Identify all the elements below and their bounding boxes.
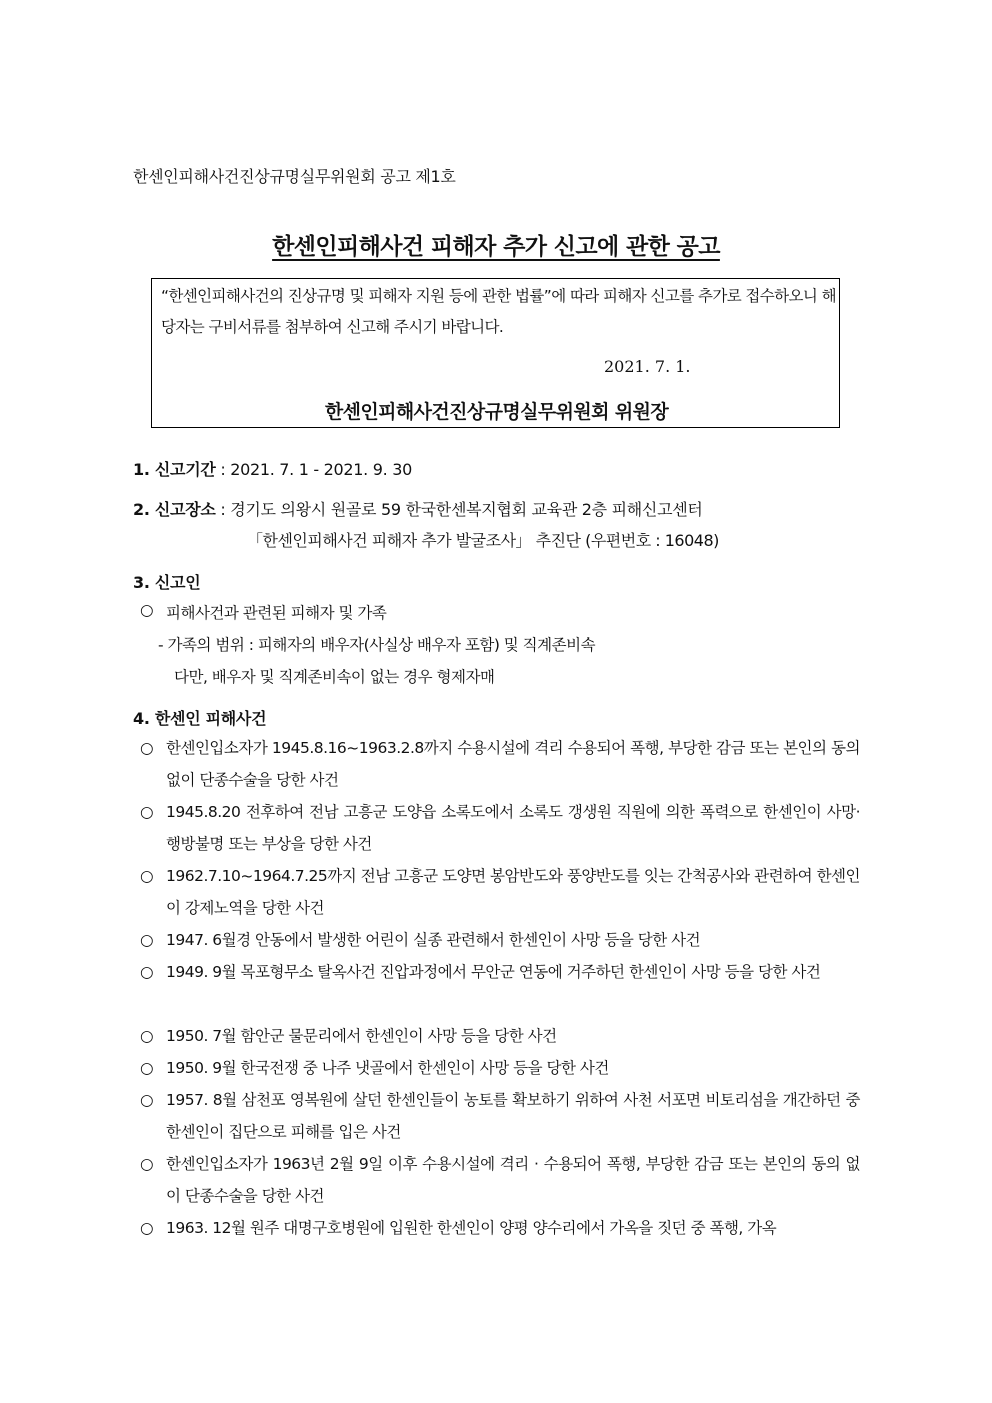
incident-item <box>140 732 860 796</box>
incident-text: 1947. 6월경 안동에서 발생한 어린이 실종 관련해서 한센인이 사망 등을 당한 사건 <box>166 931 701 949</box>
incident-text: 1950. 7월 함안군 물문리에서 한센인이 사망 등을 당한 사건 <box>166 1027 557 1045</box>
section-period-label: 1. 신고기간 <box>133 460 216 479</box>
notice-box <box>151 278 840 428</box>
notice-body: “한센인피해사건의 진상규명 및 피해자 지원 등에 관한 법률”에 따라 피해자 신고를 추가로 접수하오니 해당자는 구비서류를 첨부하여 신고해 주시기 바랍니다. <box>161 287 836 336</box>
incident-item <box>140 1212 860 1244</box>
section-reporter-label: 3. 신고인 <box>133 573 201 592</box>
incident-bullet: ○ <box>140 1091 154 1109</box>
incident-text: 한센인입소자가 1945.8.16~1963.2.8까지 수용시설에 격리 수용되어 폭행, 부당한 감금 또는 본인의 동의 없이 단종수술을 당한 사건 <box>166 739 860 789</box>
incident-item <box>140 1052 860 1084</box>
section-period-value: : 2021. 7. 1 - 2021. 9. 30 <box>220 460 412 479</box>
incident-bullet: ○ <box>140 931 154 949</box>
incident-item <box>140 796 860 860</box>
incident-bullet: ○ <box>140 963 154 981</box>
incident-item <box>140 1020 860 1052</box>
reporter-line-2: - 가족의 범위 : 피해자의 배우자(사실상 배우자 포함) 및 직계존비속 <box>158 636 596 654</box>
incident-bullet: ○ <box>140 1027 154 1045</box>
incident-item <box>140 1148 860 1212</box>
incident-text: 1957. 8월 삼천포 영복원에 살던 한센인들이 농토를 확보하기 위하여 사천 서포면 비토리섬을 개간하던 중 한센인이 집단으로 피해를 입은 사건 <box>166 1091 860 1141</box>
section-incidents-label: 4. 한센인 피해사건 <box>133 709 267 728</box>
incident-item <box>140 1084 860 1148</box>
section-reporter <box>133 570 200 593</box>
section-place-value: : 경기도 의왕시 원골로 59 한국한센복지협회 교육관 2층 피해신고센터 <box>220 500 703 519</box>
section-period <box>133 457 412 480</box>
incident-bullet: ○ <box>140 1155 154 1173</box>
section-incidents <box>133 706 266 729</box>
section-place <box>133 497 703 520</box>
incident-bullet: ○ <box>140 867 154 885</box>
incident-item <box>140 956 860 988</box>
reporter-line-3: 다만, 배우자 및 직계존비속이 없는 경우 형제자매 <box>174 668 495 686</box>
section-place-label: 2. 신고장소 <box>133 500 216 519</box>
incident-text: 1962.7.10~1964.7.25까지 전남 고흥군 도양면 봉암반도와 풍양반도를 잇는 간척공사와 관련하여 한센인이 강제노역을 당한 사건 <box>166 867 860 917</box>
notice-number: 한센인피해사건진상규명실무위원회 공고 제1호 <box>133 167 456 186</box>
notice-signatory: 한센인피해사건진상규명실무위원회 위원장 <box>324 401 669 423</box>
incident-text: 1949. 9월 목포형무소 탈옥사건 진압과정에서 무안군 연동에 거주하던 한센인이 사망 등을 당한 사건 <box>166 963 821 981</box>
document-title: 한센인피해사건 피해자 추가 신고에 관한 공고 <box>272 234 720 260</box>
incident-text: 1950. 9월 한국전쟁 중 나주 냇골에서 한센인이 사망 등을 당한 사건 <box>166 1059 609 1077</box>
incident-text: 1945.8.20 전후하여 전남 고흥군 도양읍 소록도에서 소록도 갱생원 직원에 의한 폭력으로 한센인이 사망·행방불명 또는 부상을 당한 사건 <box>166 803 860 853</box>
incident-item <box>140 860 860 924</box>
incident-bullet: ○ <box>140 1059 154 1077</box>
incident-text: 한센인입소자가 1963년 2월 9일 이후 수용시설에 격리 · 수용되어 폭행, 부당한 감금 또는 본인의 동의 없이 단종수술을 당한 사건 <box>166 1155 860 1205</box>
reporter-bullet: ○ <box>140 601 154 619</box>
incident-text: 1963. 12월 원주 대명구호병원에 입원한 한센인이 양평 양수리에서 가옥을 짓던 중 폭행, 가옥 <box>166 1219 777 1237</box>
reporter-line-1: 피해사건과 관련된 피해자 및 가족 <box>166 604 387 622</box>
incident-bullet: ○ <box>140 803 154 821</box>
section-place-value-2: 「한센인피해사건 피해자 추가 발굴조사」 추진단 (우편번호 : 16048) <box>247 531 719 550</box>
incident-bullet: ○ <box>140 739 154 757</box>
incident-item <box>140 924 860 956</box>
notice-date: 2021. 7. 1. <box>604 357 691 376</box>
incident-bullet: ○ <box>140 1219 154 1237</box>
